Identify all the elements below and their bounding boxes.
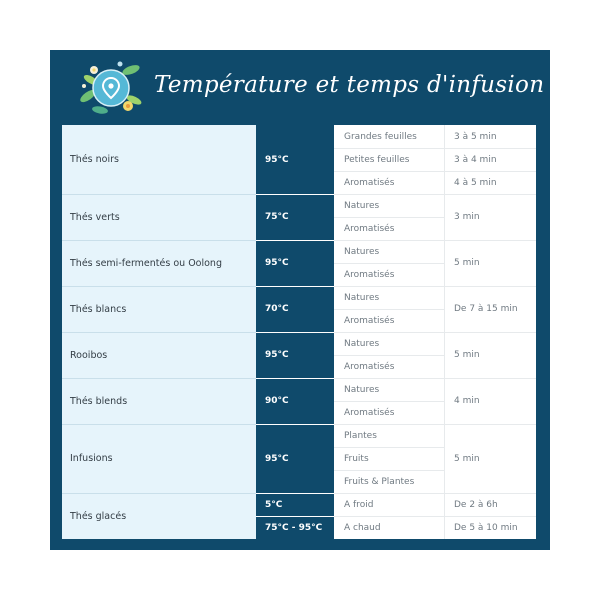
- row-divider: [444, 148, 536, 149]
- row-divider: [334, 286, 536, 287]
- row-divider: [256, 493, 334, 494]
- row-divider: [62, 378, 256, 379]
- row-divider: [334, 240, 536, 241]
- row-divider: [256, 424, 334, 425]
- temperature-cell: 95°C: [256, 332, 334, 378]
- row-divider: [334, 263, 444, 264]
- row-divider: [334, 493, 536, 494]
- temperature-cell: 5°C: [256, 493, 334, 516]
- row-divider: [334, 332, 536, 333]
- infusion-time-cell: 3 à 4 min: [444, 148, 536, 171]
- card-header: [50, 50, 550, 125]
- row-divider: [334, 447, 444, 448]
- row-divider: [256, 194, 334, 195]
- variety-cell: Aromatisés: [334, 263, 444, 286]
- variety-cell: Petites feuilles: [334, 148, 444, 171]
- variety-cell: Natures: [334, 286, 444, 309]
- tea-type-cell: Thés blends: [62, 378, 256, 424]
- tea-type-cell: Infusions: [62, 424, 256, 493]
- row-divider: [334, 309, 444, 310]
- row-divider: [444, 171, 536, 172]
- variety-cell: Natures: [334, 240, 444, 263]
- row-divider: [334, 424, 536, 425]
- row-divider: [256, 240, 334, 241]
- infusion-time-cell: De 5 à 10 min: [444, 516, 536, 539]
- tea-logo: [76, 56, 146, 120]
- row-divider: [256, 332, 334, 333]
- variety-cell: Grandes feuilles: [334, 125, 444, 148]
- tea-type-cell: Thés glacés: [62, 493, 256, 539]
- variety-cell: Fruits & Plantes: [334, 470, 444, 493]
- row-divider: [256, 516, 334, 517]
- row-divider: [334, 516, 444, 517]
- infusion-time-cell: De 7 à 15 min: [444, 286, 536, 332]
- variety-cell: A froid: [334, 493, 444, 516]
- tea-type-cell: Thés noirs: [62, 125, 256, 194]
- tea-type-cell: Rooibos: [62, 332, 256, 378]
- row-divider: [334, 355, 444, 356]
- infusion-time-cell: 5 min: [444, 332, 536, 378]
- infusion-time-cell: 5 min: [444, 424, 536, 493]
- row-divider: [334, 217, 444, 218]
- temperature-cell: 95°C: [256, 424, 334, 493]
- row-divider: [334, 470, 444, 471]
- row-divider: [62, 493, 256, 494]
- infusion-time-cell: 3 min: [444, 194, 536, 240]
- temperature-cell: 90°C: [256, 378, 334, 424]
- infusion-card: [50, 50, 550, 550]
- tea-type-cell: Thés verts: [62, 194, 256, 240]
- infusion-time-cell: 4 à 5 min: [444, 171, 536, 194]
- tea-type-cell: Thés semi-fermentés ou Oolong: [62, 240, 256, 286]
- variety-cell: Aromatisés: [334, 217, 444, 240]
- row-divider: [62, 240, 256, 241]
- variety-cell: Fruits: [334, 447, 444, 470]
- infusion-time-cell: 5 min: [444, 240, 536, 286]
- infusion-time-cell: 3 à 5 min: [444, 125, 536, 148]
- row-divider: [444, 516, 536, 517]
- variety-cell: Aromatisés: [334, 401, 444, 424]
- row-divider: [62, 332, 256, 333]
- variety-cell: Plantes: [334, 424, 444, 447]
- variety-cell: Natures: [334, 194, 444, 217]
- temperature-cell: 95°C: [256, 125, 334, 194]
- variety-cell: Natures: [334, 332, 444, 355]
- column-divider: [444, 125, 445, 539]
- variety-cell: Aromatisés: [334, 171, 444, 194]
- row-divider: [256, 378, 334, 379]
- row-divider: [334, 171, 444, 172]
- variety-cell: Aromatisés: [334, 309, 444, 332]
- row-divider: [62, 424, 256, 425]
- temperature-cell: 75°C - 95°C: [256, 516, 334, 539]
- infusion-time-cell: De 2 à 6h: [444, 493, 536, 516]
- row-divider: [334, 401, 444, 402]
- row-divider: [256, 286, 334, 287]
- variety-cell: Natures: [334, 378, 444, 401]
- infusion-time-cell: 4 min: [444, 378, 536, 424]
- row-divider: [334, 148, 444, 149]
- temperature-cell: 95°C: [256, 240, 334, 286]
- tea-type-cell: Thés blancs: [62, 286, 256, 332]
- infusion-table: [62, 125, 536, 539]
- page-title: Température et temps d'infusion: [154, 72, 545, 98]
- variety-cell: Aromatisés: [334, 355, 444, 378]
- variety-cell: A chaud: [334, 516, 444, 539]
- temperature-cell: 70°C: [256, 286, 334, 332]
- row-divider: [334, 194, 536, 195]
- temperature-cell: 75°C: [256, 194, 334, 240]
- row-divider: [62, 194, 256, 195]
- row-divider: [62, 286, 256, 287]
- row-divider: [334, 378, 536, 379]
